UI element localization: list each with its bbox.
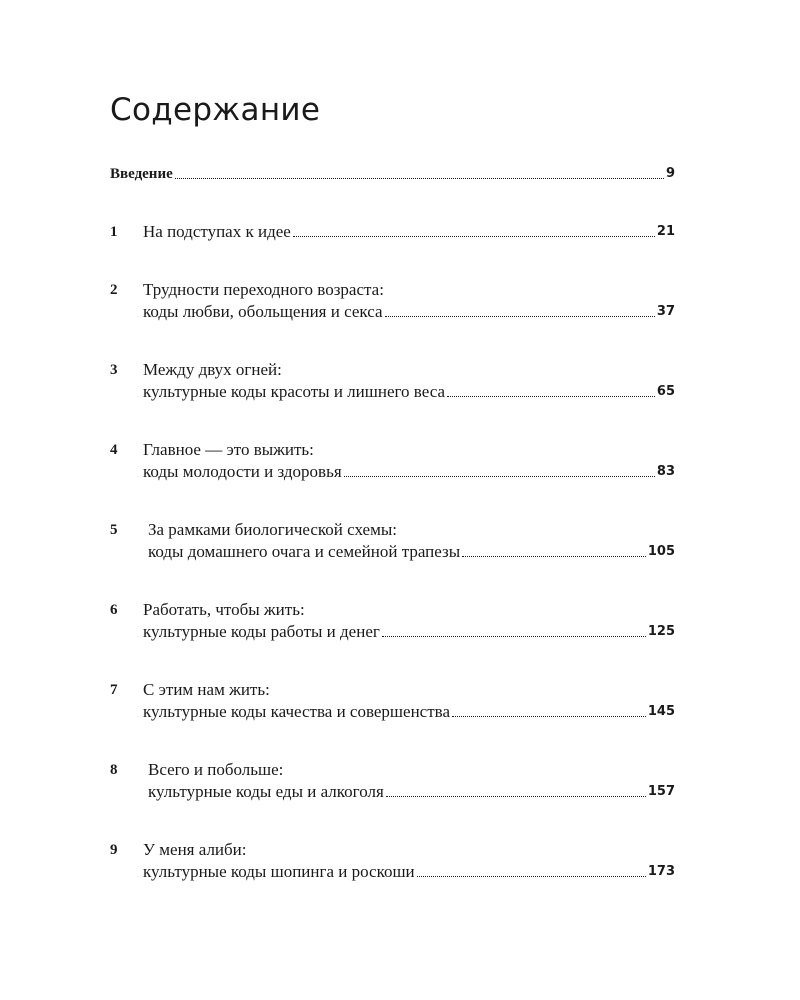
page-number: 105: [647, 544, 675, 559]
chapter-subtitle: культурные коды работы и денег: [143, 622, 380, 641]
toc-leader-row: [148, 541, 675, 563]
page-number: 9: [665, 166, 675, 181]
toc-entry-chapter-3-subtitle[interactable]: [0, 381, 800, 403]
toc-entry-chapter-2-title[interactable]: [0, 279, 800, 301]
chapter-number: 8: [110, 762, 118, 778]
toc-entry-chapter-4-subtitle[interactable]: [0, 461, 800, 483]
chapter-number: 2: [110, 282, 118, 298]
chapter-number: 5: [110, 522, 118, 538]
dot-leader: [417, 876, 646, 877]
chapter-title: У меня алиби:: [143, 840, 247, 859]
dot-leader: [462, 556, 646, 557]
dot-leader: [344, 476, 655, 477]
page-number: 145: [647, 704, 675, 719]
page-title: Содержание: [110, 92, 321, 128]
toc-leader-row: [148, 781, 675, 803]
toc-leader-row: [143, 221, 675, 243]
chapter-title: Трудности переходного возраста:: [143, 280, 384, 299]
chapter-number: 3: [110, 362, 118, 378]
chapter-subtitle: культурные коды еды и алкоголя: [148, 782, 384, 801]
toc-entry-chapter-2-subtitle[interactable]: [0, 301, 800, 323]
chapter-title: С этим нам жить:: [143, 680, 270, 699]
toc-entry-chapter-7-title[interactable]: [0, 679, 800, 701]
chapter-title: Работать, чтобы жить:: [143, 600, 305, 619]
chapter-subtitle: коды любви, обольщения и секса: [143, 302, 383, 321]
dot-leader: [447, 396, 655, 397]
dot-leader: [385, 316, 655, 317]
toc-leader-row: [143, 381, 675, 403]
toc-entry-chapter-8-subtitle[interactable]: [0, 781, 800, 803]
chapter-subtitle: культурные коды шопинга и роскоши: [143, 862, 415, 881]
introduction-label: Введение: [110, 166, 173, 182]
toc-leader-row: [143, 701, 675, 723]
page-number: 65: [656, 384, 675, 399]
page-number: 37: [656, 304, 675, 319]
chapter-title: На подступах к идее: [143, 222, 291, 241]
chapter-subtitle: коды молодости и здоровья: [143, 462, 342, 481]
page-number: 21: [656, 224, 675, 239]
toc-entry-chapter-4-title[interactable]: [0, 439, 800, 461]
page-number: 83: [656, 464, 675, 479]
chapter-subtitle: коды домашнего очага и семейной трапезы: [148, 542, 461, 561]
chapter-number: 9: [110, 842, 118, 858]
toc-entry-chapter-3-title[interactable]: [0, 359, 800, 381]
toc-entry-chapter-8-title[interactable]: [0, 759, 800, 781]
toc-leader-row: [143, 861, 675, 883]
toc-leader-row: [110, 163, 675, 185]
toc-leader-row: [143, 301, 675, 323]
toc-leader-row: [143, 461, 675, 483]
chapter-number: 4: [110, 442, 118, 458]
toc-entry-chapter-9-title[interactable]: [0, 839, 800, 861]
dot-leader: [386, 796, 646, 797]
page-number: 125: [647, 624, 675, 639]
dot-leader: [175, 178, 664, 179]
toc-entry-chapter-5-title[interactable]: [0, 519, 800, 541]
chapter-number: 6: [110, 602, 118, 618]
toc-entry-chapter-7-subtitle[interactable]: [0, 701, 800, 723]
toc-entry-introduction[interactable]: [0, 163, 800, 185]
toc-entry-chapter-6-title[interactable]: [0, 599, 800, 621]
chapter-title: Всего и побольше:: [148, 760, 284, 779]
dot-leader: [452, 716, 646, 717]
toc-entry-chapter-1[interactable]: [0, 221, 800, 243]
dot-leader: [293, 236, 655, 237]
chapter-title: Главное — это выжить:: [143, 440, 314, 459]
chapter-subtitle: культурные коды красоты и лишнего веса: [143, 382, 445, 401]
toc-entry-chapter-5-subtitle[interactable]: [0, 541, 800, 563]
page-number: 173: [647, 864, 675, 879]
dot-leader: [382, 636, 646, 637]
chapter-title: Между двух огней:: [143, 360, 282, 379]
toc-entry-chapter-6-subtitle[interactable]: [0, 621, 800, 643]
toc-leader-row: [143, 621, 675, 643]
chapter-number: 7: [110, 682, 118, 698]
chapter-title: За рамками биологической схемы:: [148, 520, 397, 539]
chapter-subtitle: культурные коды качества и совершенства: [143, 702, 450, 721]
toc-entry-chapter-9-subtitle[interactable]: [0, 861, 800, 883]
chapter-number: 1: [110, 224, 118, 240]
page-number: 157: [647, 784, 675, 799]
